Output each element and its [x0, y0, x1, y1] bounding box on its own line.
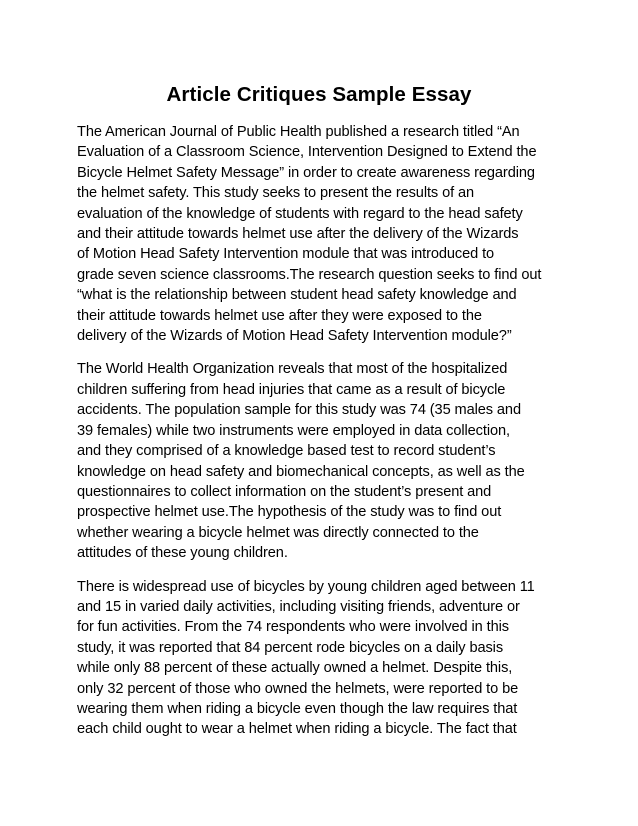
paragraph-line: of Motion Head Safety Intervention module that was introduced to: [77, 246, 495, 263]
paragraph-line: children suffering from head injuries that came as a result of bicycle: [77, 381, 506, 398]
paragraph-line: evaluation of the knowledge of students with regard to the head safety: [77, 205, 523, 222]
paragraph-line: for fun activities. From the 74 respondents who were involved in this: [77, 619, 509, 636]
paragraph-line: questionnaires to collect information on the student’s present and: [77, 483, 492, 500]
paragraph-line: attitudes of these young children.: [77, 545, 288, 562]
paragraph-line: grade seven science classrooms.The research question seeks to find out: [77, 266, 542, 283]
paragraph-line: Bicycle Helmet Safety Message” in order to create awareness regarding: [77, 164, 535, 181]
paragraph-line: their attitude towards helmet use after they were exposed to the: [77, 307, 482, 324]
paragraph-line: The World Health Organization reveals that most of the hospitalized: [77, 361, 508, 378]
paragraph-1: [77, 122, 564, 346]
paragraph-line: knowledge on head safety and biomechanical concepts, as well as the: [77, 463, 525, 480]
paragraph-line: and 15 in varied daily activities, including visiting friends, adventure or: [77, 598, 520, 615]
paragraph-line: prospective helmet use.The hypothesis of the study was to find out: [77, 504, 502, 521]
paragraph-line: delivery of the Wizards of Motion Head Safety Intervention module?”: [77, 328, 512, 345]
paragraph-line: wearing them when riding a bicycle even though the law requires that: [77, 700, 518, 717]
paragraph-line: 39 females) while two instruments were employed in data collection,: [77, 422, 510, 439]
paragraph-line: while only 88 percent of these actually owned a helmet. Despite this,: [77, 660, 513, 677]
paragraph-line: and they comprised of a knowledge based test to record student’s: [77, 443, 496, 460]
paragraph-2: [77, 359, 564, 563]
document-body: [77, 122, 564, 753]
paragraph-line: study, it was reported that 84 percent rode bicycles on a daily basis: [77, 639, 504, 656]
paragraph-3: [77, 577, 564, 740]
paragraph-line: Evaluation of a Classroom Science, Intervention Designed to Extend the: [77, 144, 537, 161]
document-title: Article Critiques Sample Essay: [166, 83, 472, 106]
paragraph-line: only 32 percent of those who owned the helmets, were reported to be: [77, 680, 519, 697]
paragraph-line: “what is the relationship between student head safety knowledge and: [77, 287, 517, 304]
paragraph-line: whether wearing a bicycle helmet was directly connected to the: [77, 524, 479, 541]
paragraph-line: There is widespread use of bicycles by young children aged between 11: [77, 578, 535, 595]
paragraph-line: The American Journal of Public Health published a research titled “An: [77, 124, 520, 140]
paragraph-line: the helmet safety. This study seeks to present the results of an: [77, 185, 475, 202]
paragraph-line: each child ought to wear a helmet when riding a bicycle. The fact that: [77, 721, 517, 738]
paragraph-line: and their attitude towards helmet use after the delivery of the Wizards: [77, 226, 519, 243]
paragraph-line: accidents. The population sample for this study was 74 (35 males and: [77, 402, 521, 419]
